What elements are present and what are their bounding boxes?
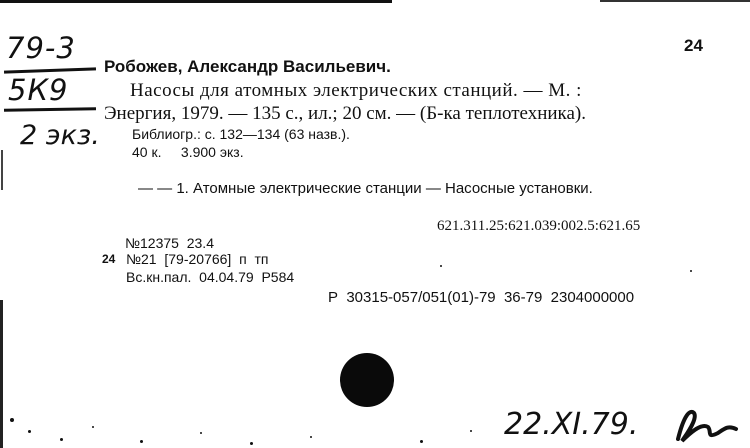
left-edge-mark xyxy=(0,300,3,448)
title-line-2: Энергия, 1979. — 135 с., ил.; 20 см. — (Б-ка теплотехника). xyxy=(104,103,587,124)
scan-speck xyxy=(28,430,31,433)
price-and-print-run: 40 к. 3.900 экз. xyxy=(132,144,244,160)
scan-speck xyxy=(440,265,442,267)
record-line-3: Вс.кн.пал. 04.04.79 Р584 xyxy=(126,269,295,285)
udc-index: 621.311.25:621.039:002.5:621.65 xyxy=(437,218,641,234)
side-number: 24 xyxy=(102,252,116,266)
scan-speck xyxy=(470,430,472,432)
scan-speck xyxy=(60,438,63,441)
page-number: 24 xyxy=(684,36,703,55)
scan-speck xyxy=(250,442,253,445)
top-edge-line-right xyxy=(600,0,750,2)
handwritten-date: 22.XI.79. xyxy=(504,407,639,442)
handwritten-call-number-top: 79-3 xyxy=(6,31,76,65)
scan-speck xyxy=(10,418,14,422)
top-edge-line xyxy=(0,0,392,3)
author-heading: Робожев, Александр Васильевич. xyxy=(104,57,391,76)
scan-speck xyxy=(92,426,94,428)
left-edge-mark-upper xyxy=(1,150,3,190)
catalog-code-line: Р 30315-057/051(01)-79 36-79 2304000000 xyxy=(328,289,635,306)
record-number: №12375 23.4 xyxy=(125,235,214,251)
scan-speck xyxy=(200,432,202,434)
title-line-1: Насосы для атомных электрических станций. — М. : xyxy=(130,80,582,101)
subject-heading: — — 1. Атомные электрические станции — Насосные установки. xyxy=(138,180,593,197)
scan-speck xyxy=(310,436,312,438)
record-line-2: №21 [79-20766] п тп xyxy=(126,251,269,267)
handwritten-copies-note: 2 экз. xyxy=(20,120,100,151)
handwritten-underline-2 xyxy=(4,107,96,112)
scan-speck xyxy=(140,440,143,443)
bibliography-note: Библиогр.: с. 132—134 (63 назв.). xyxy=(132,126,350,142)
signature-icon xyxy=(672,405,742,445)
punch-hole xyxy=(340,353,394,407)
handwritten-call-number-bottom: 5К9 xyxy=(8,73,69,107)
scan-speck xyxy=(420,440,423,443)
scan-speck xyxy=(690,270,692,272)
